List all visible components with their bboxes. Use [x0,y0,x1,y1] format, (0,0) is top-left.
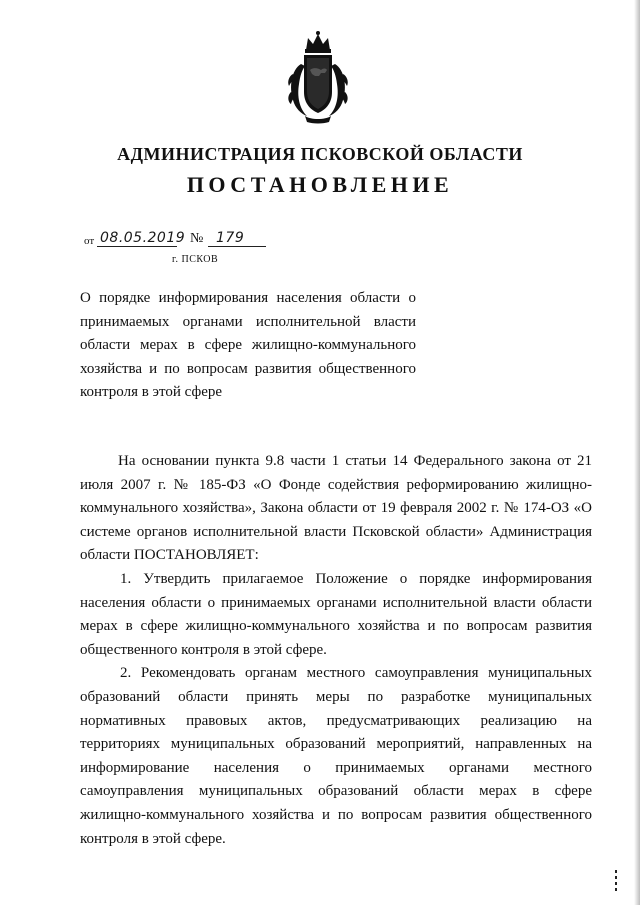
date-value-handwritten: 08.05.2019 [100,230,186,246]
city-label: г. ПСКОВ [172,254,219,265]
date-underline [97,246,177,247]
clause-1-paragraph: 1. Утвердить прилагаемое Положение о порядке информирования населения области о принимаемых органами исполнительной власти области мерах в сфере жилищно-коммунального хозяйства и по вопросам развития общественного контроля в этой сфере. [80,570,592,658]
number-value-handwritten: 179 [216,230,245,246]
document-body [80,450,592,851]
preamble-paragraph: На основании пункта 9.8 части 1 статьи 14 Федерального закона от 21 июля 2007 г. № 185-ФЗ «О Фонде содействия реформированию жилищно-коммунального хозяйства», Закона области от 19 февраля 2002 г. № 174-ОЗ «О системе органов исполнительной власти Псковской области» Администрация области ПОСТАНОВЛЯЕТ: [80,453,592,564]
organization-name: АДМИНИСТРАЦИЯ ПСКОВСКОЙ ОБЛАСТИ [117,144,523,164]
date-label: от [84,235,95,247]
coat-of-arms-icon [285,30,351,124]
document-subject: О порядке информирования населения области о принимаемых органами исполнительной власти области мерах в сфере жилищно-коммунального хозяйства и по вопросам развития общественного контроля в этой сфере [80,290,416,400]
scan-edge-shadow [634,0,640,905]
clause-2-paragraph: 2. Рекомендовать органам местного самоуправления муниципальных образований области принять меры по разработке муниципальных нормативных правовых актов, предусматривающих реализацию на территориях муниципальных образований мероприятий, направленных на информирование населения о принимаемых органами местного самоуправления муниципальных образований области мерах в сфере жилищно-коммунального хозяйства и по вопросам развития общественного контроля в этой сфере. [80,665,592,847]
number-underline [208,246,266,247]
number-label: № [190,231,204,246]
date-number-line [84,228,274,250]
document-type-title: ПОСТАНОВЛЕНИЕ [186,172,454,197]
scan-artifact-mark [612,870,620,892]
